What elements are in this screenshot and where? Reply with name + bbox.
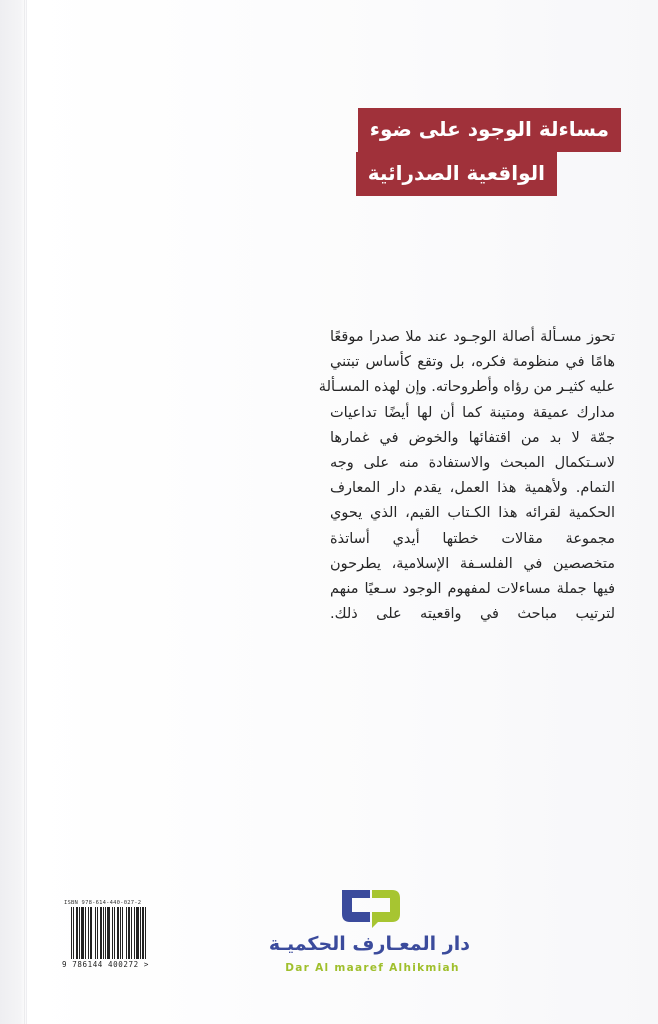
blurb-line: التمام. ولأهمية هذا العمل، يقدم دار المعارف [330, 480, 615, 497]
blurb-line: عليه كثيـر من رؤاه وأطروحاته. وإن لهذه المسـألة [318, 379, 615, 396]
blurb-line: جمّة لا بد من اقتفائها والخوض في غمارها [330, 429, 615, 446]
title-line-2: الواقعية الصدرائية [356, 152, 557, 196]
isbn-barcode [62, 900, 172, 969]
isbn-label: ISBN 978-614-440-027-2 [64, 900, 142, 906]
speech-bubbles-logo-icon [340, 888, 402, 932]
blurb-line: تحوز مسـألة أصالة الوجـود عند ملا صدرا موقعًا [330, 329, 615, 345]
barcode-digits: 9 786144 400272 > [62, 960, 149, 969]
barcode-bars-icon [71, 907, 172, 959]
blurb-line: هامًا في منظومة فكره، بل وتقع كأساس تبتني [330, 354, 615, 371]
book-title [356, 108, 621, 196]
blurb-line: مدارك عميقة ومتينة كما أن لها أيضًا تداعيات [330, 404, 615, 421]
blurb-line: مجموعة مقالات خطتها أيدي أساتذة [330, 530, 615, 547]
publisher-name-english: Dar Al maaref Alhikmiah [285, 962, 460, 974]
spine-groove [24, 0, 27, 1024]
blurb-line: لترتيب مباحث في واقعيته على ذلك. [330, 606, 615, 623]
publisher-name-arabic: دار المعـارف الحكميـة [268, 933, 470, 955]
blurb-line: لاسـتكمال المبحث والاستفادة منه على وجه [330, 455, 615, 472]
blurb-line: متخصصين في الفلسـفة الإسلامية، يطرحون [330, 555, 615, 572]
blurb-line: الحكمية لقرائه هذا الكـتاب القيم، الذي يحوي [330, 505, 615, 522]
blurb-text [318, 325, 615, 627]
title-line-1: مساءلة الوجود على ضوء [358, 108, 621, 152]
blurb-line: فيها جملة مساءلات لمفهوم الوجود سـعيًا منهم [330, 581, 615, 598]
